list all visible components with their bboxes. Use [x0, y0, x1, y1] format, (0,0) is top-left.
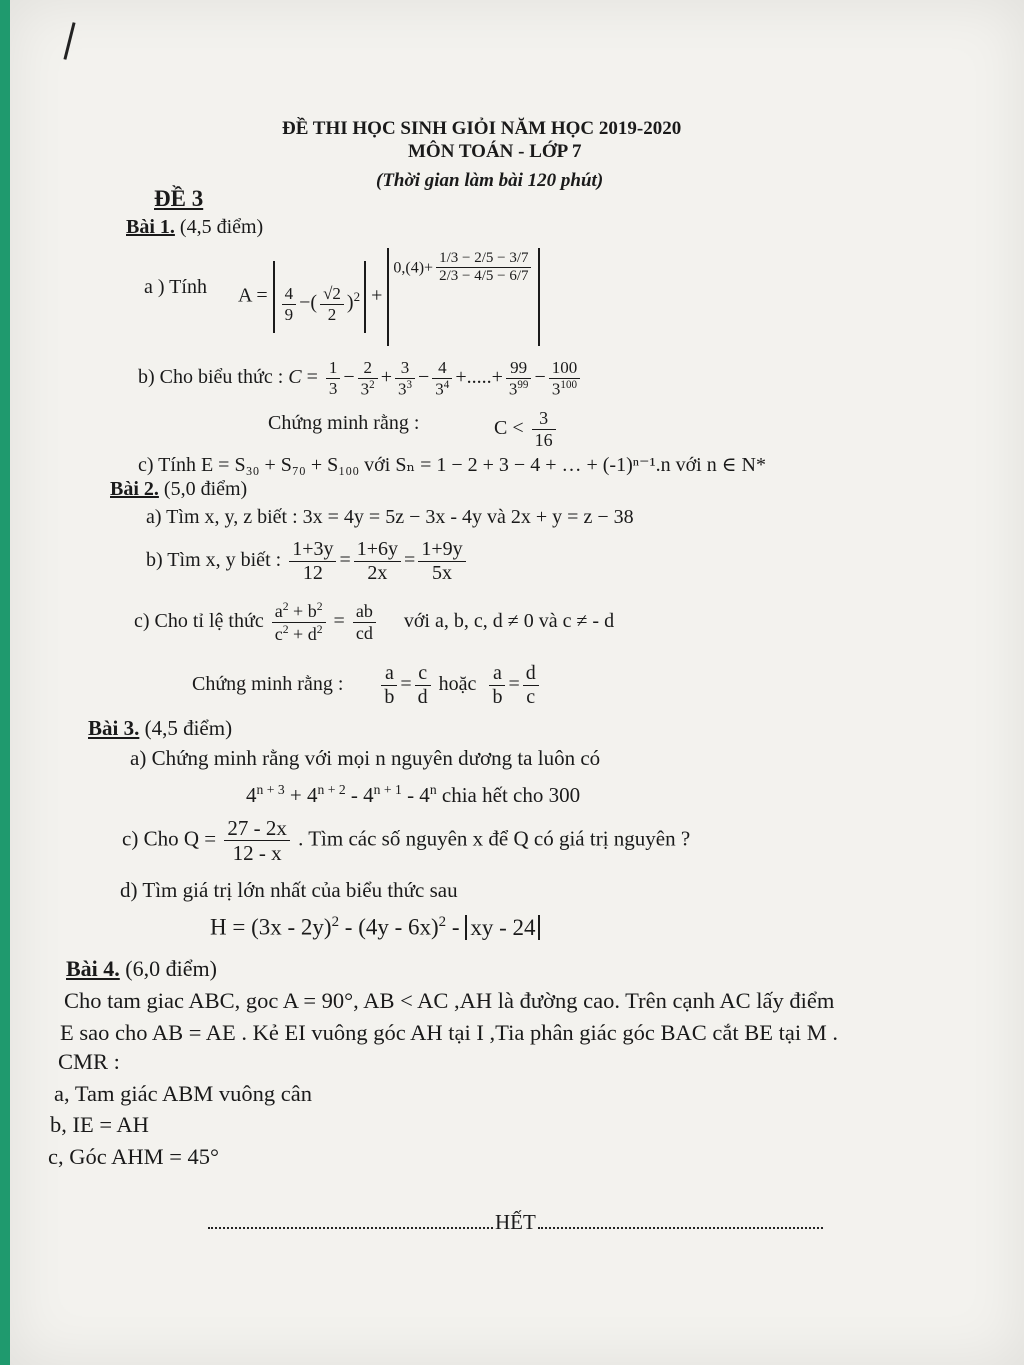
exam-title: ĐỀ THI HỌC SINH GIỎI NĂM HỌC 2019-2020 — [282, 118, 682, 139]
bai2-c-label: c) Cho tỉ lệ thức — [134, 609, 264, 632]
bai3-c: c) Cho Q = $\frac{27 - 2x}{12 - x}$ . Tìm các số nguyên x để Q có giá trị nguyên ? — [122, 816, 691, 866]
bai2-c: c) Cho tỉ lệ thức $\frac{a^2 + b^2}{c^2 + d^2}$ = $\frac{ab}{cd}$ với a, b, c, d ≠ 0 và c ≠ - d — [134, 600, 615, 644]
bai1-heading: Bài 1. — [126, 216, 175, 238]
bai2-points: (5,0 điểm) — [163, 478, 248, 500]
dotted-line-left — [208, 1227, 493, 1229]
bai2-heading: Bài 2. — [110, 478, 159, 500]
bai1-header — [126, 216, 263, 239]
bai3-header — [88, 716, 232, 741]
bai2-prove-label: Chứng minh rằng : — [192, 673, 344, 696]
bai3-points: (4,5 điểm) — [144, 716, 233, 740]
bai3-a: a) Chứng minh rằng với mọi n nguyên dương ta luôn có — [130, 746, 601, 770]
bai2-a: a) Tìm x, y, z biết : 3x = 4y = 5z − 3x - 4y và 2x + y = z − 38 — [146, 506, 634, 528]
dotted-line-right — [538, 1227, 823, 1229]
bai4-header — [66, 956, 217, 982]
bai1-a-label: a ) Tính — [144, 276, 207, 298]
bai4-line2: E sao cho AB = AE . Kẻ EI vuông góc AH tại I ,Tia phân giác góc BAC cắt BE tại M . — [60, 1020, 838, 1045]
bai3-a-tail: chia hết cho 300 — [441, 783, 581, 807]
bai2-c-prove: Chứng minh rằng : $\frac{a}{b}$ = $\frac{c}{d}$ hoặc $\frac{a}{b}$ = $\frac{d}{c}$ — [192, 662, 542, 709]
bai1-b-prove: Chứng minh rằng : — [268, 412, 420, 434]
bai1-c: c) Tính E = S₃₀ + S₇₀ + S₁₀₀ với Sₙ = 1 − 2 + 3 − 4 + … + (-1)ⁿ⁻¹.n với n ∈ N* — [138, 454, 766, 476]
bai4-item-b: b, IE = AH — [50, 1112, 149, 1137]
bai3-d-expr: H = (3x - 2y)$^2$ - (4y - 6x)$^2$ - xy - 24 — [210, 914, 540, 941]
bai3-c-tail: . Tìm các số nguyên x để Q có giá trị nguyên ? — [298, 826, 691, 851]
bai4-item-c: c, Góc AHM = 45° — [48, 1144, 220, 1169]
bai2-b: b) Tìm x, y biết : $\frac{1+3y}{12}$ = $\frac{1+6y}{2x}$ = $\frac{1+9y}{5x}$ — [146, 538, 469, 585]
bai1-b: b) Cho biểu thức : C = $\frac{1}{3}$ − $\frac{2}{3^2}$ + $\frac{3}{3^3}$ − $\frac{4}{3^4}$ +.....+ $\frac{99}{3^{99}}$ − $\frac{100}{3^{100}}$ — [138, 358, 583, 399]
bai4-item-a: a, Tam giác ABM vuông cân — [54, 1081, 312, 1106]
exam-subject: MÔN TOÁN - LỚP 7 — [408, 141, 582, 162]
bai1-b-label: b) Cho biểu thức : — [138, 365, 284, 388]
bai4-points: (6,0 điểm) — [125, 956, 217, 981]
bai2-c-condition: với a, b, c, d ≠ 0 và c ≠ - d — [403, 609, 615, 632]
bai1-points: (4,5 điểm) — [179, 216, 264, 238]
bai3-d: d) Tìm giá trị lớn nhất của biểu thức sau — [120, 878, 458, 902]
bai2-header — [110, 478, 247, 501]
end-line — [206, 1210, 825, 1235]
bai3-heading: Bài 3. — [88, 716, 140, 740]
bai3-a-expr: $4^{n + 3} + 4^{n + 2} - 4^{n + 1} - 4^n$ chia hết cho 300 — [246, 782, 581, 807]
end-text: HẾT — [495, 1210, 536, 1234]
bai2-b-label: b) Tìm x, y biết : — [146, 549, 282, 572]
exam-number: ĐỀ 3 — [154, 186, 204, 211]
exam-time: (Thời gian làm bài 120 phút) — [376, 170, 604, 191]
bai4-heading: Bài 4. — [66, 956, 120, 981]
bai1-b-inequality: C < $\frac{3}{16}$ — [494, 408, 559, 450]
bai1-a-formula: A = $\frac{4}{9}$ −( $\frac{√2}{2}$ )$^2$ + 0,(4)+ $\frac{1/3 - 2/5 - 3/7}{2/3 - 4/5 - 6/7}$ — [238, 248, 540, 346]
bai4-line1: Cho tam giac ABC, goc A = 90°, AB < AC ,AH là đường cao. Trên cạnh AC lấy điểm — [64, 988, 835, 1013]
bai3-c-label: c) Cho Q = — [122, 826, 217, 851]
bai4-line3: CMR : — [58, 1049, 120, 1074]
pen-mark — [63, 22, 75, 60]
exam-paper — [10, 0, 1024, 1365]
bai2-or: hoặc — [438, 673, 477, 696]
